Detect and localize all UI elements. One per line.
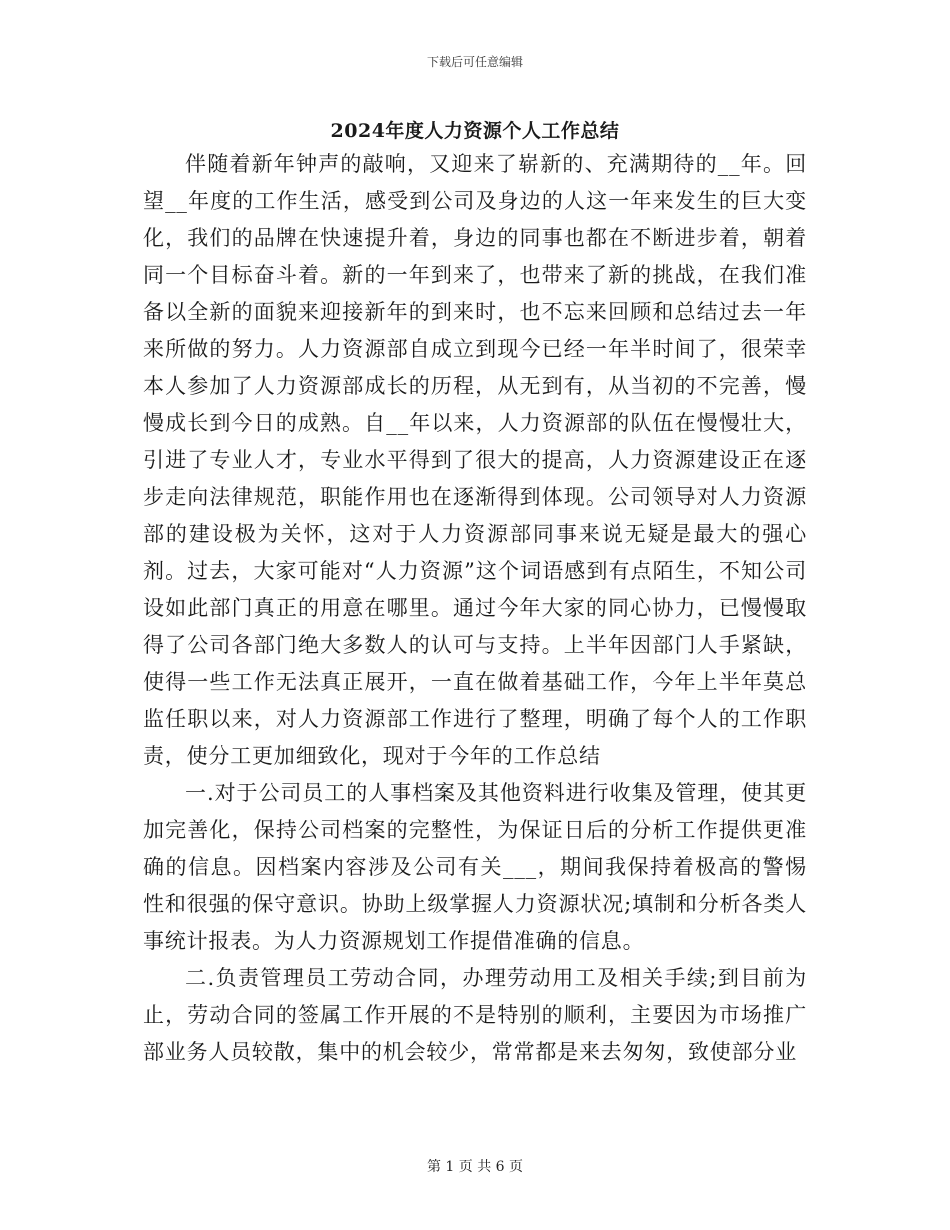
document-body [143,146,807,1071]
header-note: 下载后可任意编辑 [426,55,523,69]
page-number: 第 1 页 共 6 页 [426,1159,524,1175]
paragraph-item-1: 一.对于公司员工的人事档案及其他资料进行收集及管理，使其更加完善化，保持公司档案的完整性，为保证日后的分析工作提供更准确的信息。因档案内容涉及公司有关___，期间我保持着极高的警惕性和很强的保守意识。协助上级掌握人力资源状况;填制和分析各类人事统计报表。为人力资源规划工作提借准确的信息。 [143,781,807,953]
paragraph-intro: 伴随着新年钟声的敲响，又迎来了崭新的、充满期待的__年。回望__年度的工作生活，感受到公司及身边的人这一年来发生的巨大变化，我们的品牌在快速提升着，身边的同事也都在不断进步着，朝着同一个目标奋斗着。新的一年到来了，也带来了新的挑战，在我们准备以全新的面貌来迎接新年的到来时，也不忘来回顾和总结过去一年来所做的努力。人力资源部自成立到现今已经一年半时间了，很荣幸本人参加了人力资源部成长的历程，从无到有，从当初的不完善，慢慢成长到今日的成熟。自__年以来，人力资源部的队伍在慢慢壮大，引进了专业人才，专业水平得到了很大的提高，人力资源建设正在逐步走向法律规范，职能作用也在逐渐得到体现。公司领导对人力资源部的建设极为关怀，这对于人力资源部同事来说无疑是最大的强心剂。过去，大家可能对“人力资源”这个词语感到有点陌生，不知公司设如此部门真正的用意在哪里。通过今年大家的同心协力，已慢慢取得了公司各部门绝大多数人的认可与支持。上半年因部门人手紧缺，使得一些工作无法真正展开，一直在做着基础工作，今年上半年莫总监任职以来，对人力资源部工作进行了整理，明确了每个人的工作职责，使分工更加细致化，现对于今年的工作总结 [143,152,807,768]
paragraph-item-2: 二.负责管理员工劳动合同，办理劳动用工及相关手续;到目前为止，劳动合同的签属工作开展的不是特别的顺利，主要因为市场推广部业务人员较散，集中的机会较少，常常都是来去匆匆，致使部分业 [143,966,807,1064]
document-title: 2024年度人力资源个人工作总结 [330,120,620,142]
